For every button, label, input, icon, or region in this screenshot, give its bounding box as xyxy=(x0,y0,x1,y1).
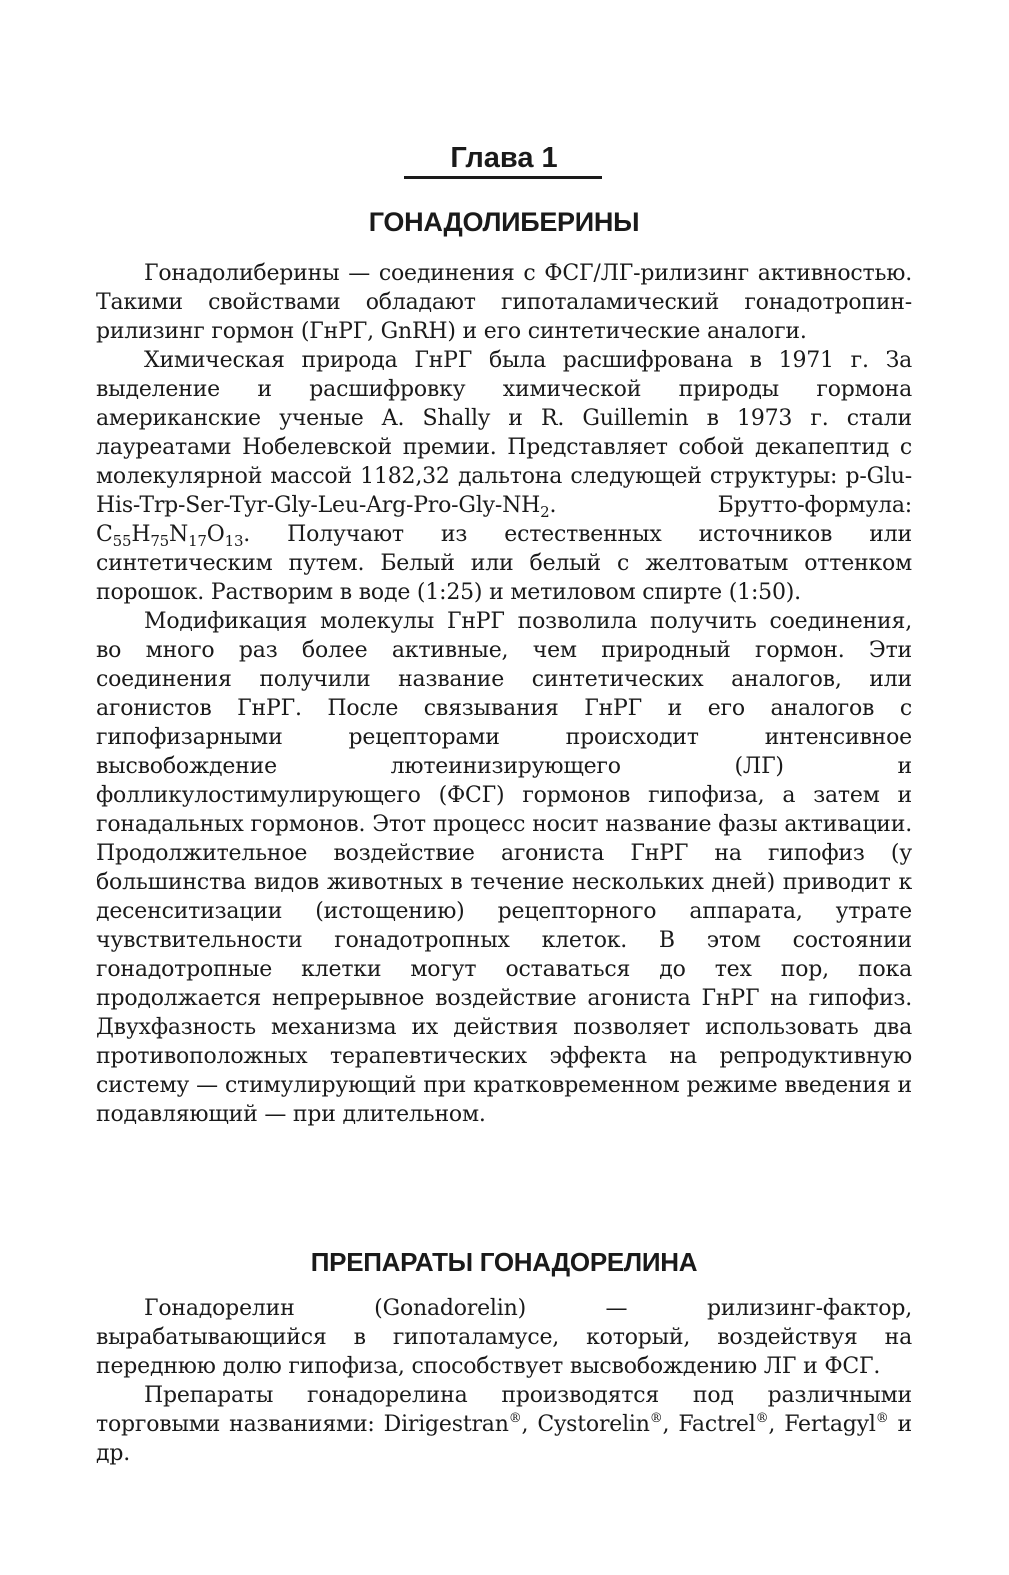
oxygen-symbol: O xyxy=(206,522,225,547)
chemistry-text-b: . Брутто-формула: C xyxy=(96,493,912,547)
chemistry-text-a: Химическая природа ГнРГ была расшифрована в 1971 г. За выделение и расшифровку химической природы гормона американские ученые A. Shally и R. Guillemin в 1973 г. стали лауреатами Нобелевской премии. Представляет собой декапептид с молекулярной массой 1182,32 дальтона следующей структуры: p-Glu-His-Trp-Ser-Tyr-Gly-Leu-Arg-Pro-Gly-NH xyxy=(96,348,912,518)
separator: , xyxy=(521,1412,538,1437)
nitrogen-symbol: N xyxy=(169,522,189,547)
separator: , xyxy=(768,1412,785,1437)
carbon-subscript: 55 xyxy=(112,532,132,550)
hydrogen-subscript: 75 xyxy=(150,532,170,550)
registered-mark: ® xyxy=(649,1411,663,1426)
nitrogen-subscript: 17 xyxy=(188,532,207,550)
registered-mark: ® xyxy=(875,1411,889,1426)
brand-fertagyl: Fertagyl xyxy=(784,1412,876,1437)
paragraph-gonadorelin: Гонадорелин (Gonadorelin) — рилизинг-фактор, вырабатывающийся в гипоталамусе, который, воздействуя на переднюю долю гипофиза, способствует высвобождению ЛГ и ФСГ. xyxy=(96,1296,912,1379)
nh-subscript: 2 xyxy=(540,503,550,521)
brand-dirigestran: Dirigestran xyxy=(383,1412,509,1437)
brands-intro: Препараты гонадорелина производятся под различными торговыми названиями: xyxy=(96,1383,912,1437)
chapter-underline xyxy=(404,176,602,179)
brand-factrel: Factrel xyxy=(678,1412,756,1437)
chapter-title: ГОНАДОЛИБЕРИНЫ xyxy=(368,207,640,237)
registered-mark: ® xyxy=(508,1411,522,1426)
oxygen-subscript: 13 xyxy=(224,532,244,550)
chapter-label: Глава 1 xyxy=(450,142,558,174)
registered-mark: ® xyxy=(755,1411,769,1426)
chemistry-text-c: . Получают из естественных источников или синтетическим путем. Белый или белый с желтоватым оттенком порошок. Растворим в воде (1:25) и метиловом спирте (1:50). xyxy=(96,522,912,605)
paragraph-modification: Модификация молекулы ГнРГ позволила получить соединения, во много раз более активные, чем природный гормон. Эти соединения получили название синтетических аналогов, или агонистов ГнРГ. После связывания ГнРГ и его аналогов с гипофизарными рецепторами происходит интенсивное высвобождение лютеинизирующего (ЛГ) и фолликулостимулирующего (ФСГ) гормонов гипофиза, а затем и гонадальных гормонов. Этот процесс носит название фазы активации. Продолжительное воздействие агониста ГнРГ на гипофиз (у большинства видов животных в течение нескольких дней) приводит к десенситизации (истощению) рецепторного аппарата, утрате чувствительности гонадотропных клеток. В этом состоянии гонадотропные клетки могут оставаться до тех пор, пока продолжается непрерывное воздействие агониста ГнРГ на гипофиз. Двухфазность механизма их действия позволяет использовать два противоположных терапевтических эффекта на репродуктивную систему — стимулирующий при кратковременном режиме введения и подавляющий — при длительном. xyxy=(96,609,912,1127)
section-title: ПРЕПАРАТЫ ГОНАДОРЕЛИНА xyxy=(310,1247,698,1277)
chapter-body xyxy=(96,259,912,1129)
hydrogen-symbol: H xyxy=(131,522,151,547)
section-body xyxy=(96,1294,912,1468)
brands-outro: и др. xyxy=(96,1412,912,1466)
separator: , xyxy=(662,1412,679,1437)
paragraph-brands xyxy=(96,1381,912,1468)
brand-cystorelin: Cystorelin xyxy=(537,1412,650,1437)
paragraph-chemistry xyxy=(96,346,912,607)
paragraph-intro: Гонадолиберины — соединения с ФСГ/ЛГ-рилизинг активностью. Такими свойствами обладают гипоталамический гонадотропин-рилизинг гормон (ГнРГ, GnRH) и его синтетические аналоги. xyxy=(96,261,912,344)
